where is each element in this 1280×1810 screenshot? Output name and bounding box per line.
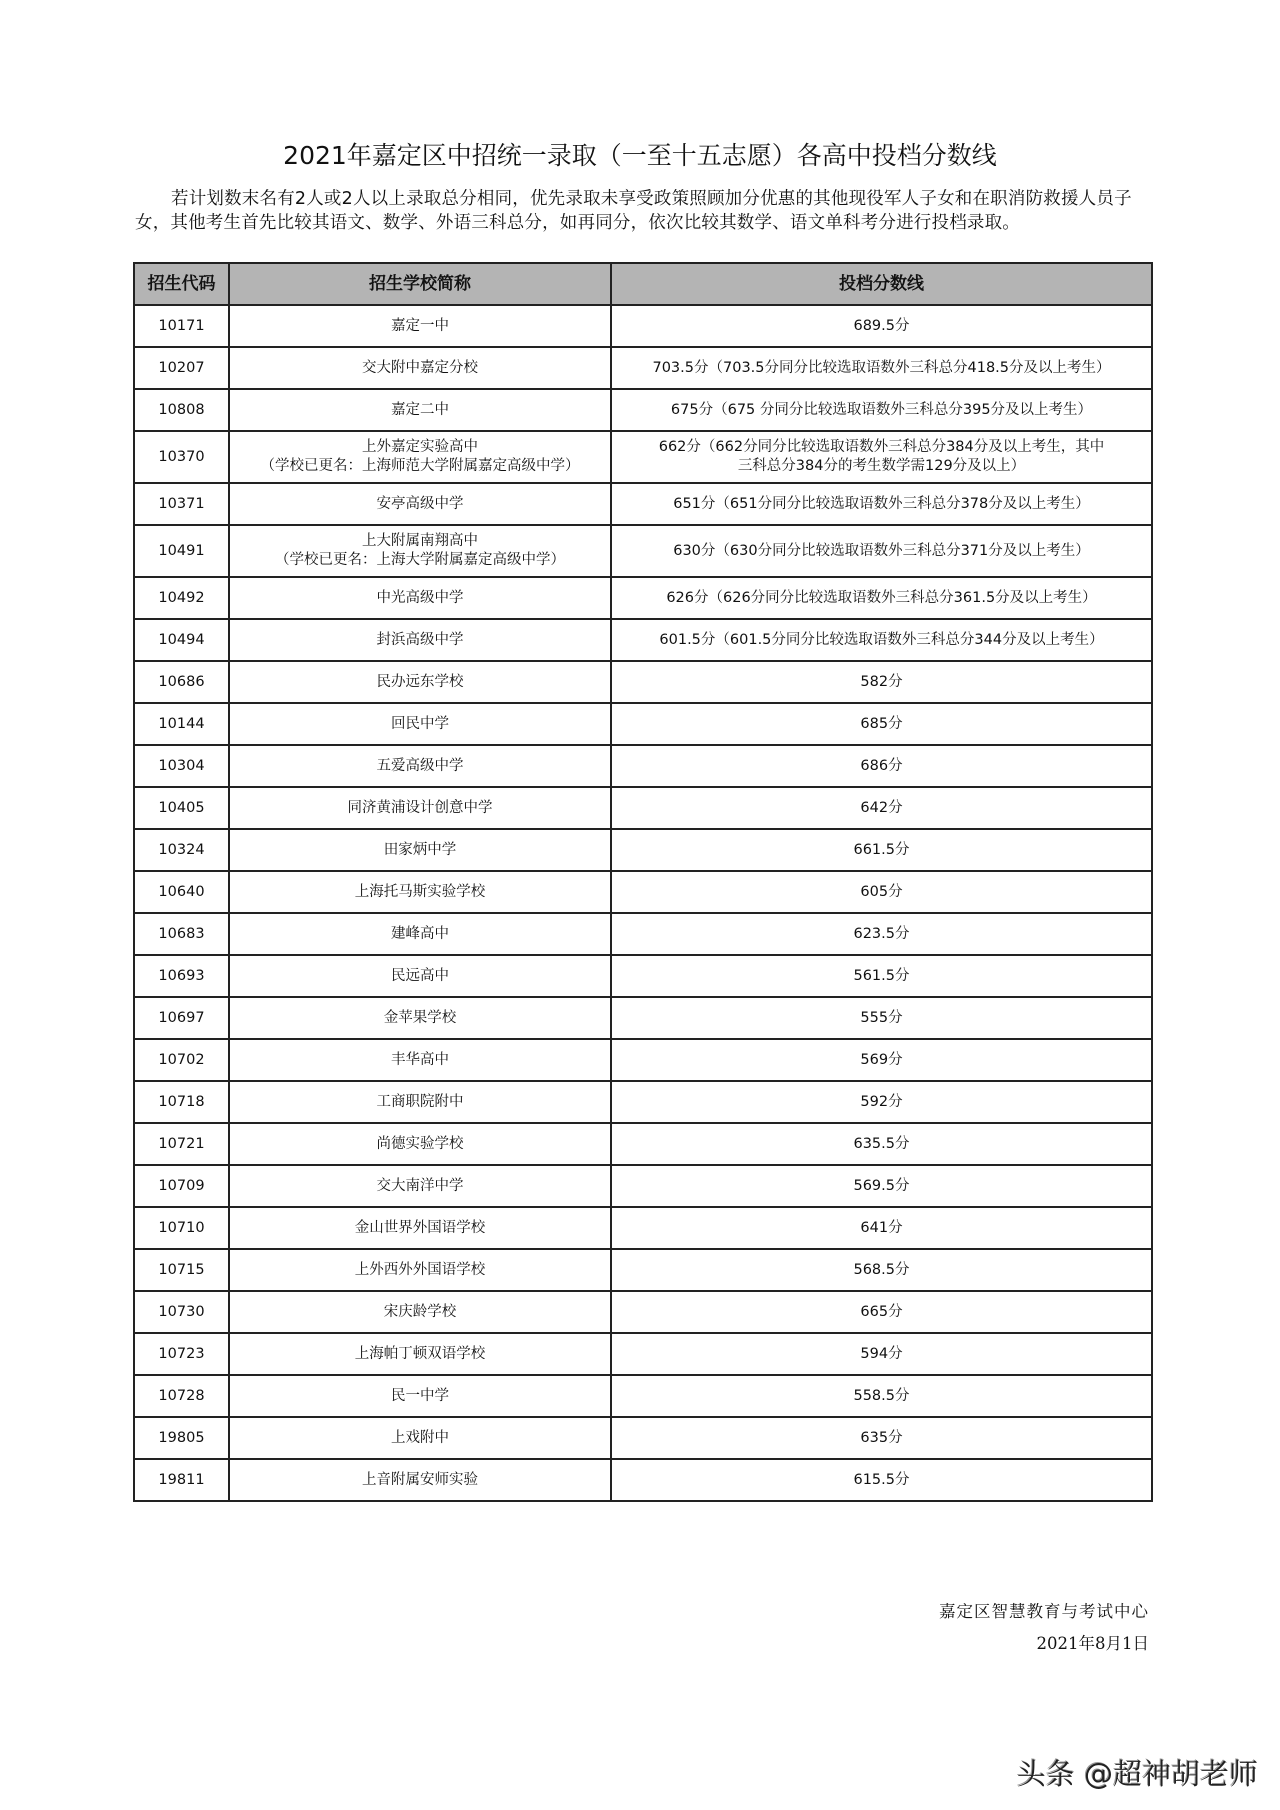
- cell-code-text: 10709: [158, 1177, 205, 1194]
- cell-code-text: 10492: [158, 589, 205, 606]
- cell-school-text: 田家炳中学: [383, 841, 457, 858]
- table-row: [134, 745, 1152, 787]
- table-row: [134, 1333, 1152, 1375]
- cell-school-text: 嘉定二中: [391, 401, 449, 418]
- table-row: [134, 1081, 1152, 1123]
- cell-school: [229, 955, 611, 997]
- cell-score-text: 569分: [860, 1051, 903, 1068]
- cell-code: [134, 347, 229, 389]
- cell-score-text: 三科总分384分的考生数学需129分及以上）: [737, 458, 1026, 474]
- cell-school: [229, 913, 611, 955]
- cell-code: [134, 745, 229, 787]
- cell-score: [611, 1123, 1152, 1165]
- cell-code-text: 10715: [158, 1261, 205, 1278]
- cell-school-text: 宋庆龄学校: [383, 1303, 457, 1320]
- cell-score: [611, 347, 1152, 389]
- cell-score-text: 685分: [860, 715, 903, 732]
- cell-score-text: 630分（630分同分比较选取语数外三科总分371分及以上考生）: [673, 542, 1090, 559]
- cell-school-text: 上外嘉定实验高中: [362, 439, 478, 455]
- table-row: [134, 389, 1152, 431]
- cell-code-text: 10710: [158, 1219, 205, 1236]
- cell-code-text: 10304: [158, 757, 205, 774]
- cell-code-text: 10683: [158, 925, 205, 942]
- cell-school-text: 交大附中嘉定分校: [362, 359, 478, 376]
- cell-code: [134, 955, 229, 997]
- cell-score-text: 626分（626分同分比较选取语数外三科总分361.5分及以上考生）: [666, 589, 1097, 606]
- cell-code-text: 10405: [158, 799, 205, 816]
- cell-score: [611, 619, 1152, 661]
- cell-code: [134, 1333, 229, 1375]
- cell-score-text: 689.5分: [853, 317, 910, 334]
- table-row: [134, 1123, 1152, 1165]
- cell-school: [229, 619, 611, 661]
- score-table: [133, 262, 1153, 1502]
- table-row: [134, 483, 1152, 525]
- cell-school-text: 回民中学: [391, 715, 449, 732]
- cell-school: [229, 1249, 611, 1291]
- cell-school: [229, 1459, 611, 1501]
- table-row: [134, 577, 1152, 619]
- cell-score: [611, 787, 1152, 829]
- cell-score: [611, 577, 1152, 619]
- cell-code: [134, 525, 229, 577]
- cell-code: [134, 431, 229, 483]
- table-row: [134, 703, 1152, 745]
- header-school: 招生学校简称: [229, 263, 611, 305]
- cell-code: [134, 1039, 229, 1081]
- cell-school-text: 上外西外外国语学校: [354, 1261, 486, 1278]
- cell-score: [611, 1459, 1152, 1501]
- cell-score: [611, 703, 1152, 745]
- cell-school: [229, 1207, 611, 1249]
- cell-code: [134, 829, 229, 871]
- cell-school-text: 五爱高级中学: [376, 757, 464, 774]
- cell-score: [611, 483, 1152, 525]
- cell-code-text: 10640: [158, 883, 205, 900]
- table-row: [134, 997, 1152, 1039]
- table-row: [134, 1291, 1152, 1333]
- table-row: [134, 1165, 1152, 1207]
- cell-code-text: 10324: [158, 841, 205, 858]
- table-header-row: [134, 263, 1152, 305]
- cell-code-text: 10808: [158, 401, 205, 418]
- cell-code-text: 10144: [158, 715, 205, 732]
- cell-code-text: 19811: [158, 1471, 205, 1488]
- cell-school-text: 建峰高中: [391, 925, 449, 942]
- cell-score-text: 555分: [860, 1009, 903, 1026]
- cell-code-text: 10728: [158, 1387, 205, 1404]
- header-score: 投档分数线: [611, 263, 1152, 305]
- cell-score-text: 558.5分: [853, 1387, 910, 1404]
- cell-code-text: 10702: [158, 1051, 205, 1068]
- cell-code-text: 10370: [158, 448, 205, 465]
- footer-org: 嘉定区智慧教育与考试中心: [939, 1602, 1149, 1621]
- cell-school-text: 上大附属南翔高中: [362, 533, 478, 549]
- cell-code: [134, 1123, 229, 1165]
- cell-score-text: 662分（662分同分比较选取语数外三科总分384分及以上考生，其中: [658, 439, 1105, 455]
- cell-school: [229, 871, 611, 913]
- cell-score: [611, 955, 1152, 997]
- cell-school-text: 金山世界外国语学校: [354, 1219, 486, 1236]
- cell-score-text: 592分: [860, 1093, 903, 1110]
- cell-school: [229, 787, 611, 829]
- cell-score-text: 561.5分: [853, 967, 910, 984]
- cell-code: [134, 1165, 229, 1207]
- cell-code-text: 10171: [158, 317, 205, 334]
- cell-score-text: 568.5分: [853, 1261, 910, 1278]
- cell-school-text: 金苹果学校: [383, 1009, 457, 1026]
- cell-score-text: 635分: [860, 1429, 903, 1446]
- cell-code-text: 10686: [158, 673, 205, 690]
- cell-code-text: 10723: [158, 1345, 205, 1362]
- cell-code: [134, 1375, 229, 1417]
- cell-school-text: （学校已更名：上海大学附属嘉定高级中学）: [275, 552, 565, 568]
- cell-code: [134, 997, 229, 1039]
- cell-score-text: 615.5分: [853, 1471, 910, 1488]
- cell-code-text: 19805: [158, 1429, 205, 1446]
- cell-score: [611, 1039, 1152, 1081]
- table-row: [134, 1417, 1152, 1459]
- cell-score-text: 623.5分: [853, 925, 910, 942]
- cell-school-text: 上音附属安师实验: [362, 1471, 478, 1488]
- table-row: [134, 431, 1152, 483]
- cell-school-text: 中光高级中学: [376, 589, 464, 606]
- cell-score-text: 635.5分: [853, 1135, 910, 1152]
- cell-school: [229, 577, 611, 619]
- cell-code-text: 10697: [158, 1009, 205, 1026]
- header-code: 招生代码: [134, 263, 229, 305]
- cell-score: [611, 525, 1152, 577]
- cell-score: [611, 305, 1152, 347]
- cell-score: [611, 661, 1152, 703]
- cell-score: [611, 1207, 1152, 1249]
- table-row: [134, 1207, 1152, 1249]
- cell-school: [229, 483, 611, 525]
- cell-school-text: 上戏附中: [391, 1429, 449, 1446]
- cell-score: [611, 1291, 1152, 1333]
- cell-school-text: 嘉定一中: [391, 317, 449, 334]
- cell-school: [229, 661, 611, 703]
- cell-school: [229, 431, 611, 483]
- cell-score: [611, 745, 1152, 787]
- cell-school: [229, 703, 611, 745]
- footer-date: 2021年8月1日: [1036, 1634, 1149, 1653]
- table-row: [134, 913, 1152, 955]
- cell-score: [611, 829, 1152, 871]
- cell-code: [134, 703, 229, 745]
- cell-school-text: 交大南洋中学: [376, 1177, 464, 1194]
- table-row: [134, 661, 1152, 703]
- cell-code: [134, 483, 229, 525]
- table-row: [134, 1249, 1152, 1291]
- cell-code-text: 10721: [158, 1135, 205, 1152]
- cell-score-text: 703.5分（703.5分同分比较选取语数外三科总分418.5分及以上考生）: [652, 359, 1111, 376]
- cell-school-text: （学校已更名：上海师范大学附属嘉定高级中学）: [260, 458, 580, 474]
- cell-school: [229, 1123, 611, 1165]
- cell-code-text: 10494: [158, 631, 205, 648]
- cell-school: [229, 389, 611, 431]
- cell-school-text: 同济黄浦设计创意中学: [347, 799, 493, 816]
- cell-score-text: 642分: [860, 799, 903, 816]
- cell-school-text: 上海托马斯实验学校: [354, 883, 486, 900]
- cell-score-text: 601.5分（601.5分同分比较选取语数外三科总分344分及以上考生）: [659, 631, 1104, 648]
- cell-score: [611, 389, 1152, 431]
- cell-school: [229, 1417, 611, 1459]
- cell-score-text: 605分: [860, 883, 903, 900]
- cell-code: [134, 913, 229, 955]
- table-row: [134, 619, 1152, 661]
- cell-school-text: 工商职院附中: [376, 1093, 464, 1110]
- table-row: [134, 787, 1152, 829]
- cell-school: [229, 305, 611, 347]
- cell-score: [611, 871, 1152, 913]
- cell-code: [134, 787, 229, 829]
- cell-code: [134, 661, 229, 703]
- watermark: 头条 @超神胡老师: [1016, 1757, 1258, 1791]
- cell-score: [611, 913, 1152, 955]
- cell-code-text: 10693: [158, 967, 205, 984]
- cell-score-text: 569.5分: [853, 1177, 910, 1194]
- cell-score-text: 686分: [860, 757, 903, 774]
- cell-score: [611, 1375, 1152, 1417]
- cell-code: [134, 871, 229, 913]
- cell-school-text: 民一中学: [391, 1387, 449, 1404]
- cell-score-text: 661.5分: [853, 841, 910, 858]
- cell-code: [134, 1207, 229, 1249]
- cell-school: [229, 1081, 611, 1123]
- cell-score: [611, 1417, 1152, 1459]
- table-row: [134, 829, 1152, 871]
- cell-score: [611, 431, 1152, 483]
- table-row: [134, 347, 1152, 389]
- cell-school: [229, 1375, 611, 1417]
- cell-school-text: 安亭高级中学: [376, 495, 464, 512]
- intro-paragraph: 若计划数末名有2人或2人以上录取总分相同，优先录取未享受政策照顾加分优惠的其他现役军人子女和在职消防救援人员子女，其他考生首先比较其语文、数学、外语三科总分，如再同分，依次比较其数学、语文单科考分进行投档录取。: [135, 189, 1132, 233]
- cell-school: [229, 525, 611, 577]
- cell-score: [611, 997, 1152, 1039]
- cell-score: [611, 1165, 1152, 1207]
- cell-score-text: 594分: [860, 1345, 903, 1362]
- cell-code-text: 10207: [158, 359, 205, 376]
- cell-code: [134, 577, 229, 619]
- cell-code: [134, 1081, 229, 1123]
- table-row: [134, 871, 1152, 913]
- cell-code: [134, 389, 229, 431]
- cell-code-text: 10718: [158, 1093, 205, 1110]
- cell-score: [611, 1333, 1152, 1375]
- cell-code-text: 10491: [158, 542, 205, 559]
- cell-school-text: 丰华高中: [391, 1051, 449, 1068]
- cell-school-text: 封浜高级中学: [376, 631, 464, 648]
- cell-school: [229, 1291, 611, 1333]
- cell-code-text: 10730: [158, 1303, 205, 1320]
- cell-school-text: 上海帕丁顿双语学校: [354, 1345, 486, 1362]
- cell-score-text: 582分: [860, 673, 903, 690]
- cell-code: [134, 1417, 229, 1459]
- cell-school: [229, 997, 611, 1039]
- table-row: [134, 1459, 1152, 1501]
- cell-score-text: 665分: [860, 1303, 903, 1320]
- cell-score: [611, 1081, 1152, 1123]
- cell-school-text: 民远高中: [391, 967, 449, 984]
- cell-score-text: 651分（651分同分比较选取语数外三科总分378分及以上考生）: [673, 495, 1090, 512]
- cell-school: [229, 745, 611, 787]
- cell-score-text: 675分（675 分同分比较选取语数外三科总分395分及以上考生）: [670, 401, 1093, 418]
- table-row: [134, 305, 1152, 347]
- cell-school: [229, 1333, 611, 1375]
- cell-school: [229, 829, 611, 871]
- cell-school: [229, 347, 611, 389]
- table-row: [134, 1039, 1152, 1081]
- cell-score: [611, 1249, 1152, 1291]
- cell-score-text: 641分: [860, 1219, 903, 1236]
- table-row: [134, 525, 1152, 577]
- cell-code: [134, 1291, 229, 1333]
- cell-school: [229, 1039, 611, 1081]
- cell-school-text: 尚德实验学校: [376, 1135, 464, 1152]
- cell-code: [134, 1249, 229, 1291]
- cell-code: [134, 305, 229, 347]
- cell-code: [134, 1459, 229, 1501]
- table-row: [134, 1375, 1152, 1417]
- table-row: [134, 955, 1152, 997]
- page-title: 2021年嘉定区中招统一录取（一至十五志愿）各高中投档分数线: [283, 141, 997, 170]
- cell-code: [134, 619, 229, 661]
- cell-school: [229, 1165, 611, 1207]
- cell-school-text: 民办远东学校: [376, 673, 464, 690]
- cell-code-text: 10371: [158, 495, 205, 512]
